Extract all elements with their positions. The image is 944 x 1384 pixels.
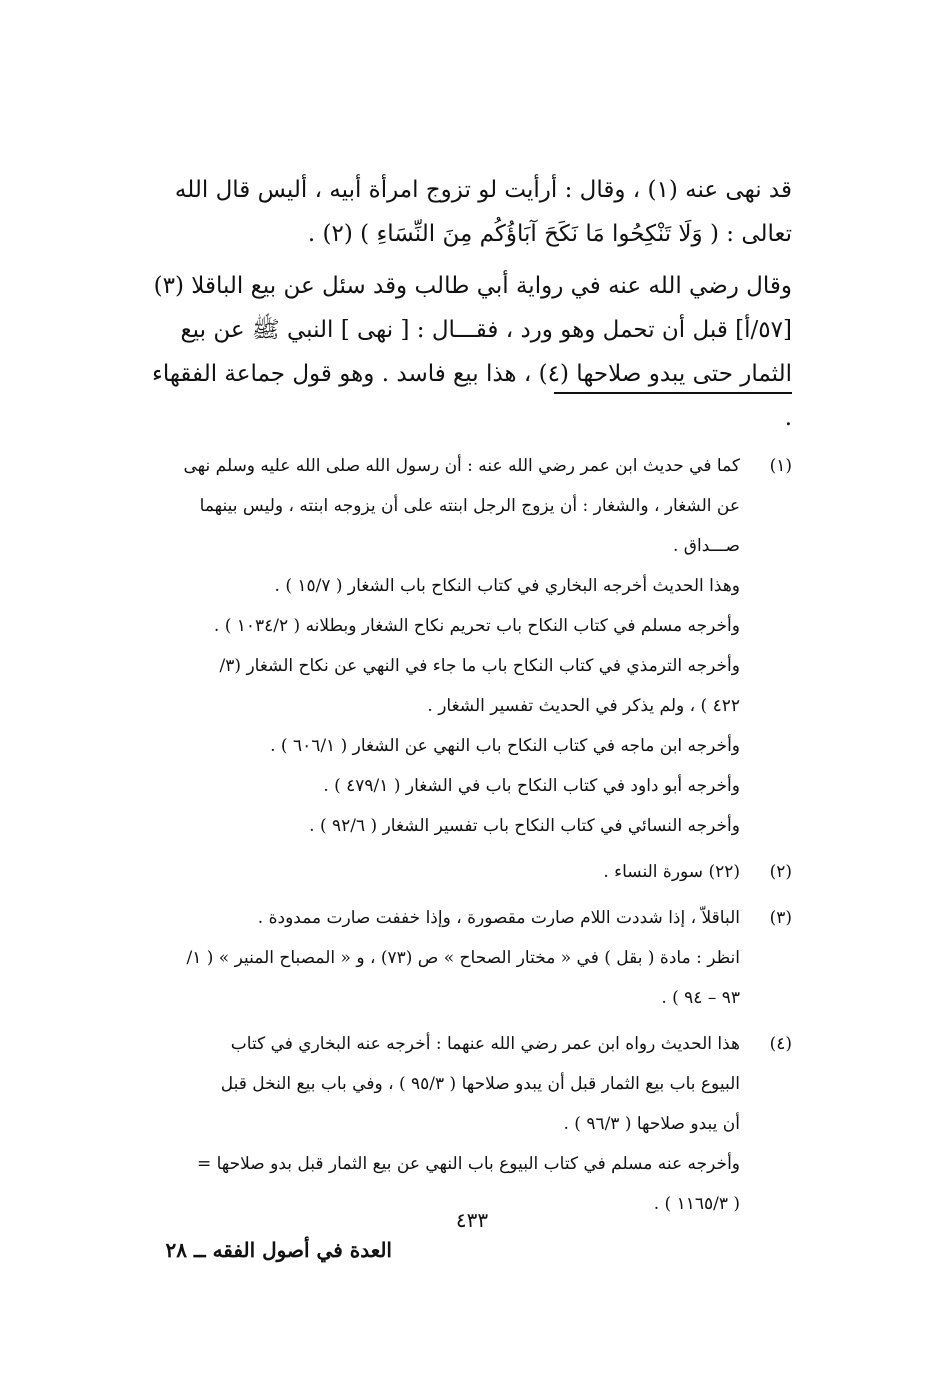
footnotes [152,446,792,1230]
footnote-2 [152,852,792,892]
main-line: تعالى : ( وَلَا تَنْكِحُوا مَا نَكَحَ آبَاؤُكُم مِنَ النِّسَاءِ ) (٢) . [307,221,792,247]
footnote-line: وأخرجه الترمذي في كتاب النكاح باب ما جاء في النهي عن نكاح الشغار (٣/ [219,656,740,676]
footnote-line: وأخرجه عنه مسلم في كتاب البيوع باب النهي عن بيع الثمار قبل بدو صلاحها = [196,1154,740,1174]
footnote-line: وهذا الحديث أخرجه البخاري في كتاب النكاح باب الشغار ( ١٥/٧ ) . [274,576,740,596]
footnote-line: (٢٢) سورة النساء . [603,862,740,882]
main-line: الثمار حتى يبدو صلاحها (٤) ، هذا بيع فاسد . وهو قول جماعة الفقهاء . [152,361,792,431]
footnote-line: الباقلاّ ، إذا شددت اللام صارت مقصورة ، وإذا خففت صارت ممدودة . [257,908,740,928]
footnote-number: (١) [769,456,792,476]
page-number: ٤٣٣ [455,1208,489,1232]
paragraph-2 [152,264,792,440]
footnote-line: وأخرجه النسائي في كتاب النكاح باب تفسير الشغار ( ٩٢/٦ ) . [309,816,740,836]
footnote-line: عن الشغار ، والشغار : أن يزوج الرجل ابنته على أن يزوجه ابنته ، وليس بينهما [199,496,740,516]
footnote-line: صـــداق . [672,536,740,556]
footnote-line: وأخرجه مسلم في كتاب النكاح باب تحريم نكاح الشغار وبطلانه ( ١٠٣٤/٢ ) . [213,616,740,636]
paragraph-1 [152,168,792,256]
footnote-line: ٤٢٢ ) ، ولم يذكر في الحديث تفسير الشغار . [427,696,740,716]
footnote-line: ٩٣ – ٩٤ ) . [661,988,740,1008]
footnote-line: وأخرجه ابن ماجه في كتاب النكاح باب النهي عن الشغار ( ٦٠٦/١ ) . [270,736,740,756]
footnote-line: وأخرجه أبو داود في كتاب النكاح باب في الشغار ( ٤٧٩/١ ) . [323,776,740,796]
footnote-4 [152,1024,792,1224]
footnote-1 [152,446,792,846]
footnote-body [152,1024,740,1224]
footnote-separator [554,392,792,394]
footnote-3 [152,898,792,1018]
footnote-line: انظر : مادة ( بقل ) في « مختار الصحاح » ص (٧٣) ، و « المصباح المنير » ( ١/ [186,948,740,968]
footnote-line: أن يبدو صلاحها ( ٩٦/٣ ) . [563,1114,740,1134]
main-line: قد نهى عنه (١) ، وقال : أرأيت لو تزوج امرأة أبيه ، أليس قال الله [174,177,792,203]
footnote-body [152,446,740,846]
footnote-line: هذا الحديث رواه ابن عمر رضي الله عنهما : أخرجه عنه البخاري في كتاب [230,1034,740,1054]
running-footer: العدة في أصول الفقه ــ ٢٨ [165,1238,392,1262]
main-line: [٥٧/أ] قبل أن تحمل وهو ورد ، فقـــال : [ نهى ] النبي ﷺ عن بيع [180,317,792,343]
footnote-number: (٣) [769,908,792,928]
main-text [152,168,792,448]
footnote-number: (٤) [769,1034,792,1054]
footnote-line: البيوع باب بيع الثمار قبل أن يبدو صلاحها ( ٩٥/٣ ) ، وفي باب بيع النخل قبل [220,1074,740,1094]
footnote-line: ( ١١٦٥/٣ ) . [653,1194,740,1214]
footnote-line: كما في حديث ابن عمر رضي الله عنه : أن رسول الله صلى الله عليه وسلم نهى [183,456,740,476]
footnote-number: (٢) [769,862,792,882]
footnote-body [152,898,740,1018]
footnote-body [152,852,740,892]
main-line: وقال رضي الله عنه في رواية أبي طالب وقد سئل عن بيع الباقلا (٣) [153,273,792,299]
